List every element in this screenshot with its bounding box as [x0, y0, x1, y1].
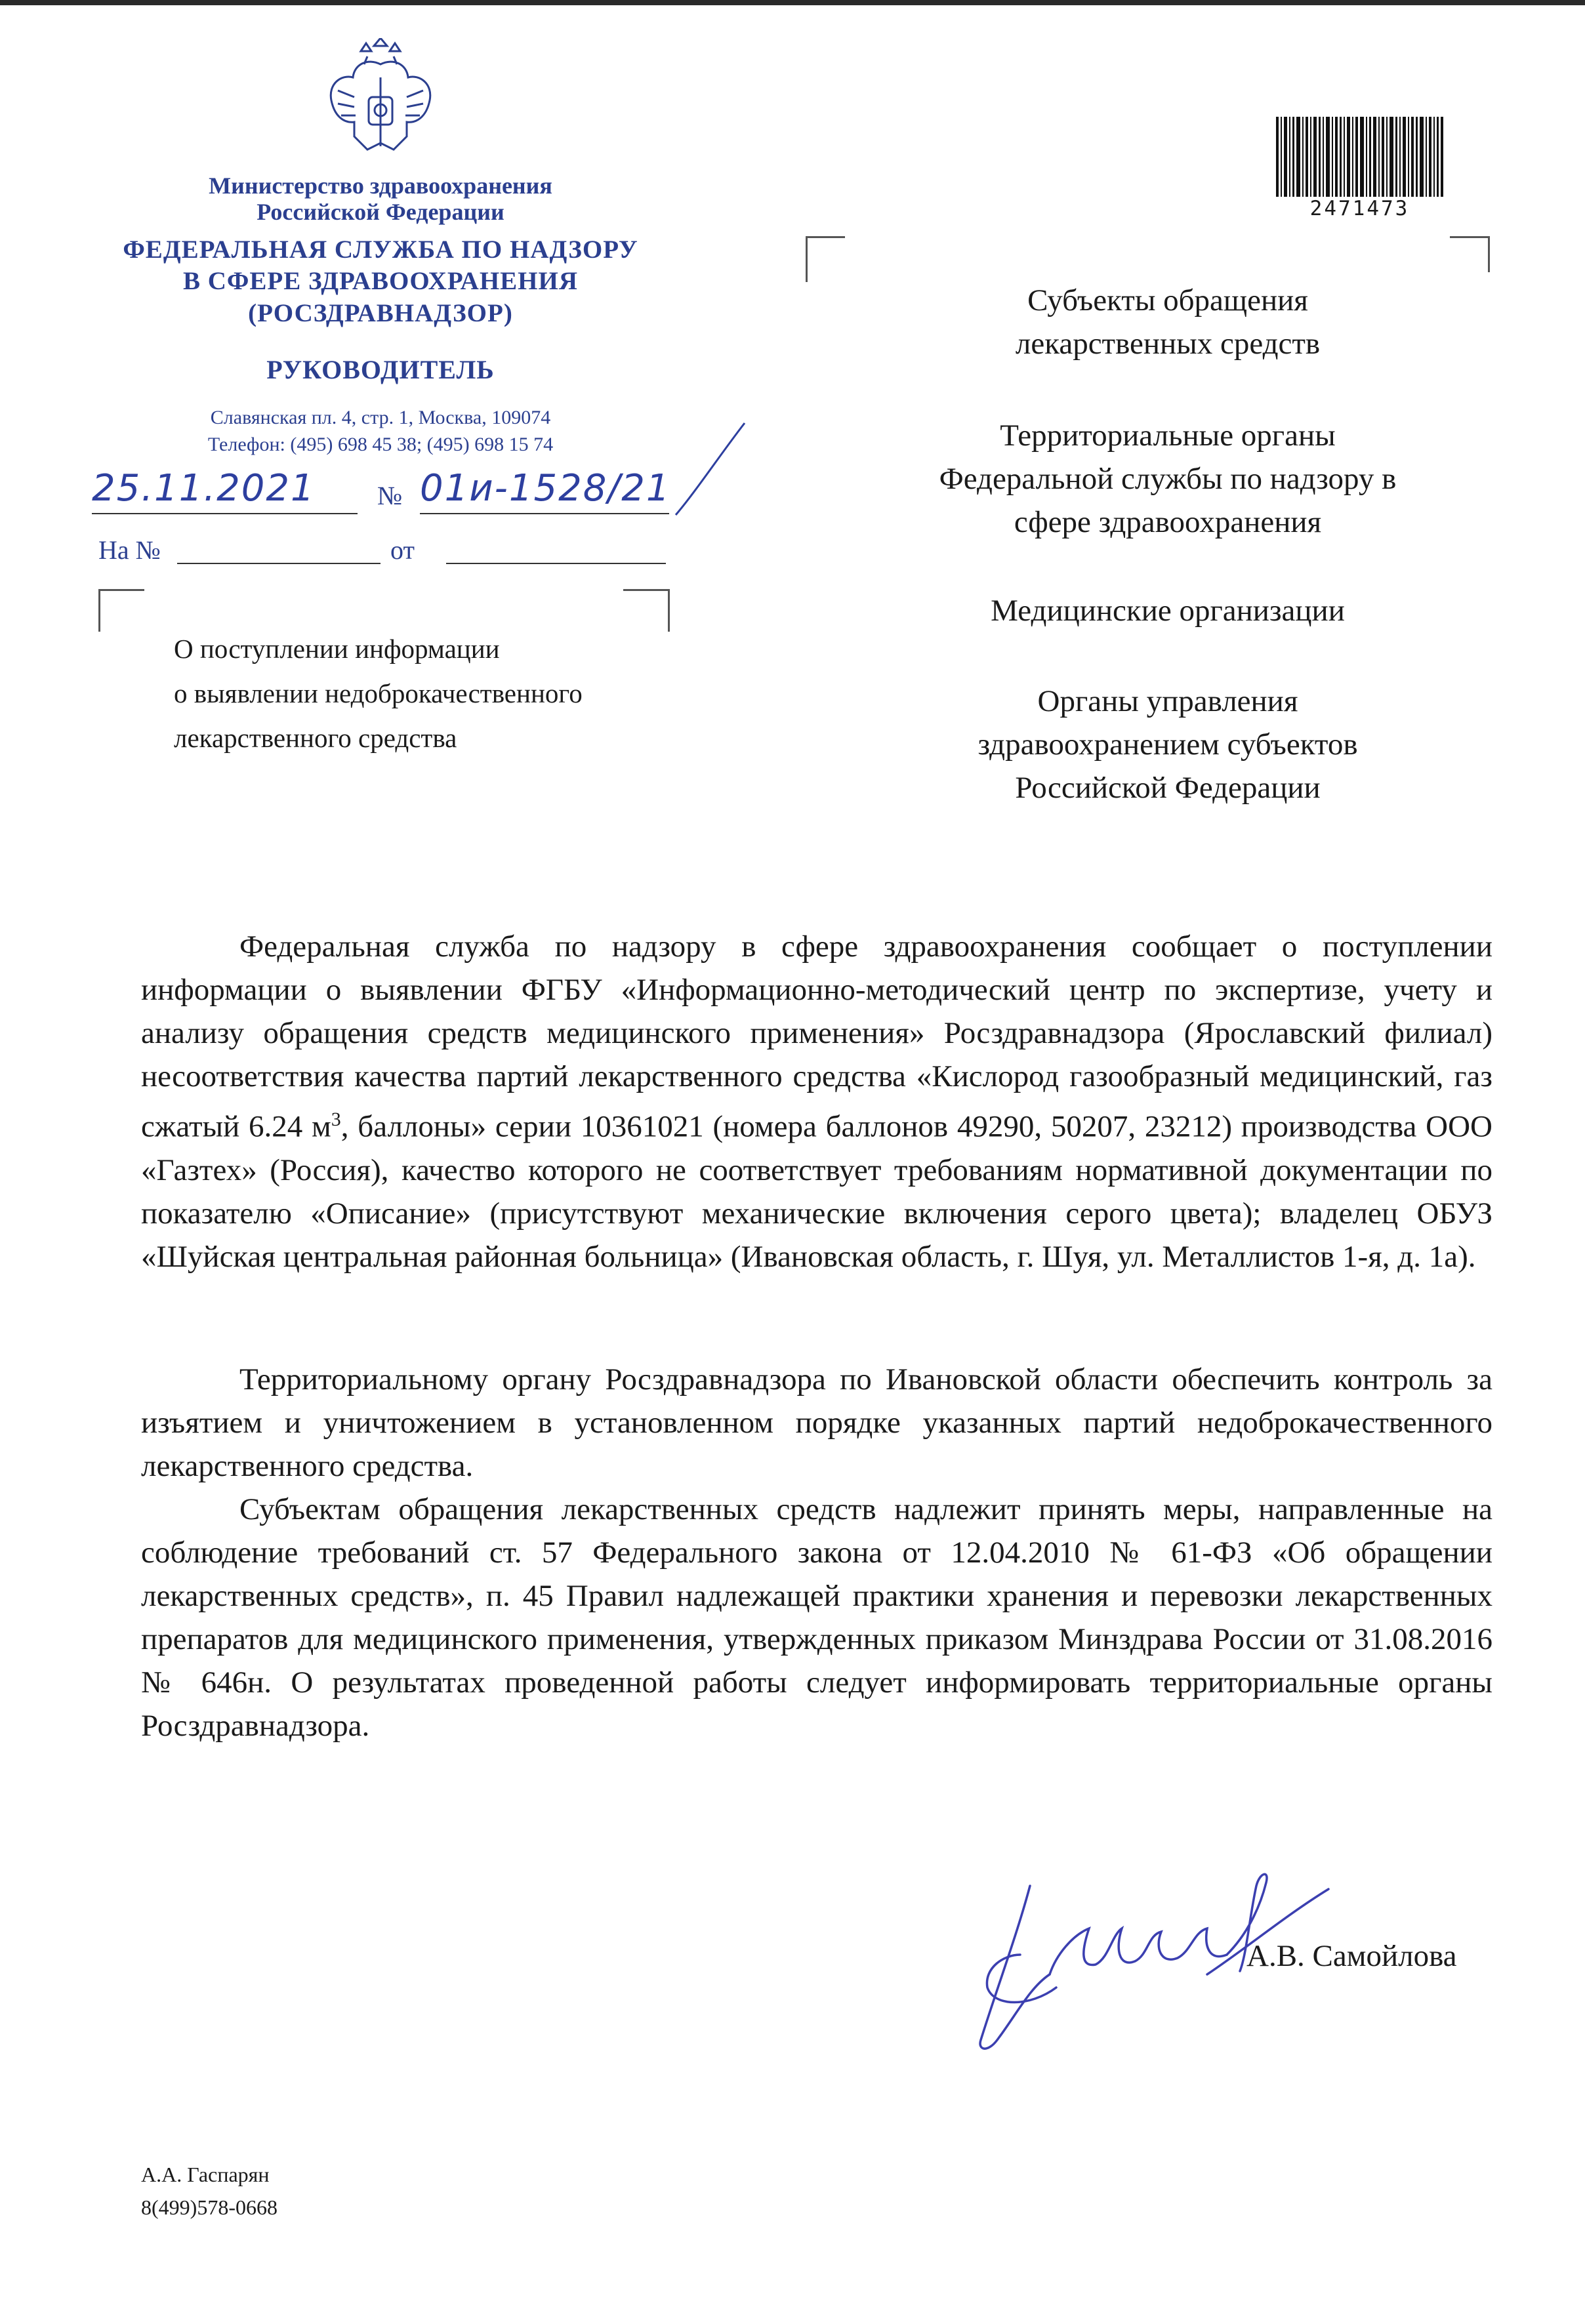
addressee-line: Федеральной службы по надзору в — [939, 462, 1397, 496]
body-paragraph-1-part-a: Федеральная служба по надзору в сфере здравоохранения сообщает о поступлении информации о выявлении ФГБУ «Информационно-методический центр по экспертизе, учету и анализу обращения средств медицинского применения» Росздравнадзора (Ярославский филиал) несоответствия качества партий лекарственного средства «Кислород газообразный медицинский, газ сжатый 6.24 м — [141, 929, 1492, 1144]
addressee-bracket-left-side — [806, 236, 808, 282]
addressee-line: Российской Федерации — [1015, 771, 1321, 805]
service-line-3: (РОСЗДРАВНАДЗОР) — [248, 299, 513, 327]
subject-line: о выявлении недоброкачественного — [174, 678, 583, 708]
from-label: от — [390, 535, 415, 565]
addressee-block-2 — [800, 414, 1535, 544]
address: Славянская пл. 4, стр. 1, Москва, 109074 — [210, 407, 551, 428]
subject-bracket-left-top — [98, 589, 144, 591]
executor-name: А.А. Гаспарян — [141, 2163, 270, 2186]
number-slash-stroke — [663, 420, 754, 518]
phone: Телефон: (495) 698 45 38; (495) 698 15 74 — [207, 434, 554, 455]
ministry-line-1: Министерство здравоохранения — [209, 173, 552, 199]
addressee-line: Медицинские организации — [991, 594, 1345, 628]
body-paragraph-2: Территориальному органу Росздравнадзора по Ивановской области обеспечить контроль за изъятием и уничтожением в установленном порядке указанных партий недоброкачественного лекарственного средства. — [141, 1362, 1492, 1483]
signatory-name: А.В. Самойлова — [1246, 1939, 1457, 1973]
ref-date-line — [446, 563, 666, 564]
head-title: РУКОВОДИТЕЛЬ — [266, 355, 495, 384]
subject-bracket-right-top — [623, 589, 669, 591]
addressee-bracket-right-top — [1450, 236, 1489, 238]
russian-coat-of-arms-icon — [315, 38, 446, 169]
subject-bracket-left-side — [98, 589, 100, 632]
ref-number-line — [177, 563, 381, 564]
addressee-line: лекарственных средств — [1015, 327, 1321, 361]
number-label: № — [377, 481, 403, 510]
service-line-1: ФЕДЕРАЛЬНАЯ СЛУЖБА ПО НАДЗОРУ — [123, 235, 638, 264]
number-underline — [420, 513, 669, 514]
addressee-line: здравоохранением субъектов — [978, 727, 1358, 762]
addressee-line: Органы управления — [1037, 684, 1298, 718]
executor-block — [141, 2158, 278, 2224]
body-paragraph-1 — [141, 925, 1492, 1278]
executor-phone: 8(499)578-0668 — [141, 2195, 278, 2219]
addressee-line: сфере здравоохранения — [1014, 505, 1322, 539]
registration-date: 25.11.2021 — [92, 467, 316, 510]
barcode — [1276, 117, 1443, 197]
subject-line: лекарственного средства — [174, 723, 457, 753]
cubic-superscript: 3 — [331, 1109, 341, 1130]
ministry-line-2: Российской Федерации — [257, 199, 504, 225]
body-paragraph-1-part-b: , баллоны» серии 10361021 (номера баллонов 49290, 50207, 23212) производства ООО «Газтех» (Россия), качество которого не соответствует требованиям нормативной документации по показателю «Описание» (присутствуют механические включения серого цвета); владелец ОБУЗ «Шуйская центральная районная больница» (Ивановская область, г. Шуя, ул. Металлистов 1-я, д. 1а). — [141, 1109, 1492, 1274]
letter-subject — [174, 626, 699, 760]
registration-number: 01и-1528/21 — [420, 467, 671, 510]
addressee-block-1 — [800, 279, 1535, 365]
addressee-bracket-right-side — [1488, 236, 1490, 272]
barcode-number: 2471473 — [1309, 197, 1410, 220]
body-paragraph-3: Субъектам обращения лекарственных средств надлежит принять меры, направленные на соблюдение требований ст. 57 Федерального закона от 12.04.2010 № 61-ФЗ «Об обращении лекарственных средств», п. 45 Правил надлежащей практики хранения и перевозки лекарственных препаратов для медицинского применения, утвержденных приказом Минздрава России от 31.08.2016 № 646н. О результатах проведенной работы следует информировать территориальные органы Росздравнадзора. — [141, 1492, 1492, 1743]
addressee-line: Территориальные органы — [1000, 418, 1336, 453]
addressee-bracket-left-top — [806, 236, 845, 238]
scan-top-edge — [0, 0, 1585, 5]
ref-label: На № — [98, 535, 161, 565]
date-underline — [92, 513, 358, 514]
service-line-2: В СФЕРЕ ЗДРАВООХРАНЕНИЯ — [182, 267, 579, 295]
addressee-block-4 — [800, 680, 1535, 809]
addressee-block-3 — [800, 589, 1535, 632]
subject-bracket-right-side — [668, 589, 670, 632]
subject-line: О поступлении информации — [174, 634, 500, 664]
addressee-line: Субъекты обращения — [1027, 283, 1308, 317]
